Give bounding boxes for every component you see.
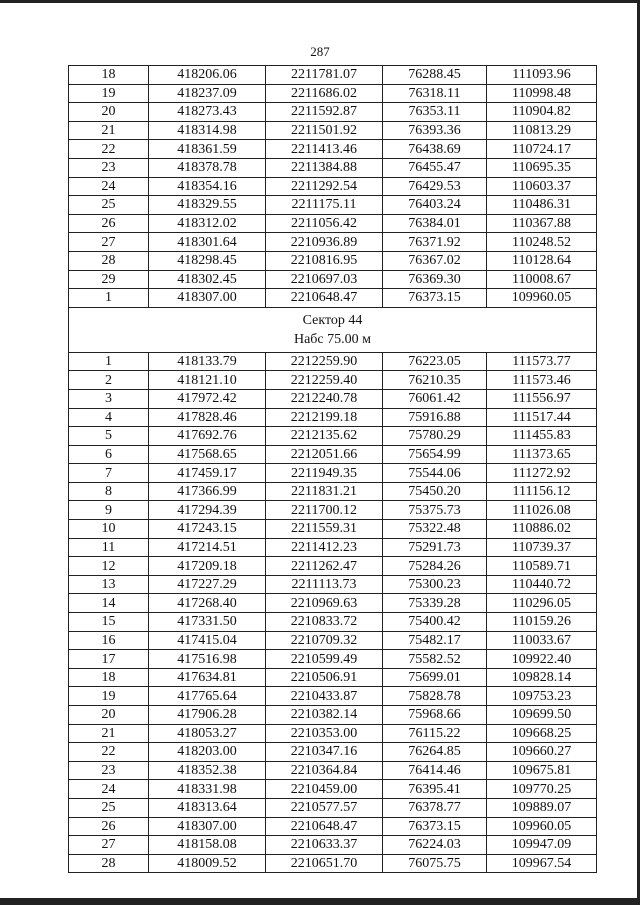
- table-row: [69, 158, 597, 177]
- point-number-cell: 4: [69, 408, 149, 427]
- scan-edge-top: [0, 0, 640, 3]
- value-col5-cell: 109675.81: [487, 761, 597, 780]
- value-col5-cell: 110128.64: [487, 251, 597, 270]
- table-row: [69, 389, 597, 408]
- value-col4-cell: 75482.17: [383, 631, 487, 650]
- table-row: [69, 464, 597, 483]
- value-col5-cell: 111455.83: [487, 427, 597, 446]
- value-col4-cell: 75322.48: [383, 520, 487, 539]
- table-row: [69, 836, 597, 855]
- value-col2-cell: 417568.65: [149, 445, 266, 464]
- value-col3-cell: 2211262.47: [266, 557, 383, 576]
- point-number-cell: 28: [69, 251, 149, 270]
- table-row: [69, 196, 597, 215]
- value-col4-cell: 75916.88: [383, 408, 487, 427]
- point-number-cell: 23: [69, 761, 149, 780]
- value-col3-cell: 2211592.87: [266, 103, 383, 122]
- value-col2-cell: 418361.59: [149, 140, 266, 159]
- value-col4-cell: 76403.24: [383, 196, 487, 215]
- value-col4-cell: 76369.30: [383, 270, 487, 289]
- point-number-cell: 1: [69, 289, 149, 308]
- value-col5-cell: 110296.05: [487, 594, 597, 613]
- point-number-cell: 10: [69, 520, 149, 539]
- value-col4-cell: 75300.23: [383, 575, 487, 594]
- point-number-cell: 13: [69, 575, 149, 594]
- value-col3-cell: 2212135.62: [266, 427, 383, 446]
- value-col5-cell: 110589.71: [487, 557, 597, 576]
- value-col3-cell: 2210648.47: [266, 289, 383, 308]
- value-col3-cell: 2212051.66: [266, 445, 383, 464]
- value-col4-cell: 76115.22: [383, 724, 487, 743]
- value-col3-cell: 2211501.92: [266, 121, 383, 140]
- section-height-label: Набс 75.00 м: [293, 331, 372, 347]
- value-col4-cell: 75582.52: [383, 650, 487, 669]
- table-row: [69, 214, 597, 233]
- value-col4-cell: 75339.28: [383, 594, 487, 613]
- table-row: [69, 780, 597, 799]
- value-col2-cell: 417209.18: [149, 557, 266, 576]
- value-col4-cell: 75544.06: [383, 464, 487, 483]
- table-row: [69, 482, 597, 501]
- value-col4-cell: 75828.78: [383, 687, 487, 706]
- value-col4-cell: 76438.69: [383, 140, 487, 159]
- value-col2-cell: 418203.00: [149, 743, 266, 762]
- value-col5-cell: 111093.96: [487, 66, 597, 85]
- value-col2-cell: 418009.52: [149, 854, 266, 873]
- value-col2-cell: 418313.64: [149, 798, 266, 817]
- value-col4-cell: 76393.36: [383, 121, 487, 140]
- value-col5-cell: 110998.48: [487, 84, 597, 103]
- table-row: [69, 233, 597, 252]
- value-col2-cell: 417972.42: [149, 389, 266, 408]
- value-col3-cell: 2210382.14: [266, 706, 383, 725]
- value-col2-cell: 418312.02: [149, 214, 266, 233]
- point-number-cell: 29: [69, 270, 149, 289]
- value-col4-cell: 76224.03: [383, 836, 487, 855]
- value-col2-cell: 418314.98: [149, 121, 266, 140]
- value-col3-cell: 2210833.72: [266, 613, 383, 632]
- value-col2-cell: 418158.08: [149, 836, 266, 855]
- value-col3-cell: 2210936.89: [266, 233, 383, 252]
- value-col3-cell: 2210651.70: [266, 854, 383, 873]
- value-col4-cell: 75699.01: [383, 668, 487, 687]
- table-row: [69, 557, 597, 576]
- value-col3-cell: 2210648.47: [266, 817, 383, 836]
- value-col2-cell: 418301.64: [149, 233, 266, 252]
- point-number-cell: 14: [69, 594, 149, 613]
- value-col3-cell: 2211292.54: [266, 177, 383, 196]
- table-row: [69, 408, 597, 427]
- value-col2-cell: 417459.17: [149, 464, 266, 483]
- value-col2-cell: 418354.16: [149, 177, 266, 196]
- value-col4-cell: 76223.05: [383, 352, 487, 371]
- table-row: [69, 798, 597, 817]
- value-col4-cell: 76414.46: [383, 761, 487, 780]
- table-row: [69, 743, 597, 762]
- value-col3-cell: 2210633.37: [266, 836, 383, 855]
- value-col2-cell: 418329.55: [149, 196, 266, 215]
- table-row: [69, 761, 597, 780]
- value-col2-cell: 417415.04: [149, 631, 266, 650]
- value-col4-cell: 76378.77: [383, 798, 487, 817]
- point-number-cell: 25: [69, 196, 149, 215]
- point-number-cell: 11: [69, 538, 149, 557]
- point-number-cell: 18: [69, 668, 149, 687]
- value-col3-cell: 2211413.46: [266, 140, 383, 159]
- value-col2-cell: 418307.00: [149, 289, 266, 308]
- value-col3-cell: 2210506.91: [266, 668, 383, 687]
- value-col2-cell: 417634.81: [149, 668, 266, 687]
- table-row: [69, 706, 597, 725]
- value-col2-cell: 417516.98: [149, 650, 266, 669]
- value-col2-cell: 417366.99: [149, 482, 266, 501]
- value-col2-cell: 418378.78: [149, 158, 266, 177]
- value-col5-cell: 109960.05: [487, 289, 597, 308]
- value-col3-cell: 2211831.21: [266, 482, 383, 501]
- point-number-cell: 21: [69, 724, 149, 743]
- table-row: [69, 66, 597, 85]
- table-row: [69, 371, 597, 390]
- point-number-cell: 16: [69, 631, 149, 650]
- value-col5-cell: 111556.97: [487, 389, 597, 408]
- value-col2-cell: 418053.27: [149, 724, 266, 743]
- point-number-cell: 22: [69, 743, 149, 762]
- table-row: [69, 352, 597, 371]
- value-col5-cell: 110248.52: [487, 233, 597, 252]
- point-number-cell: 1: [69, 352, 149, 371]
- value-col3-cell: 2210433.87: [266, 687, 383, 706]
- table-row: [69, 631, 597, 650]
- value-col2-cell: 417227.29: [149, 575, 266, 594]
- value-col4-cell: 75450.20: [383, 482, 487, 501]
- table-row: [69, 140, 597, 159]
- point-number-cell: 27: [69, 233, 149, 252]
- value-col3-cell: 2210577.57: [266, 798, 383, 817]
- value-col5-cell: 109960.05: [487, 817, 597, 836]
- table-row: [69, 724, 597, 743]
- value-col5-cell: 110440.72: [487, 575, 597, 594]
- value-col4-cell: 75780.29: [383, 427, 487, 446]
- value-col5-cell: 110603.37: [487, 177, 597, 196]
- value-col5-cell: 109699.50: [487, 706, 597, 725]
- table-row: [69, 575, 597, 594]
- value-col5-cell: 109947.09: [487, 836, 597, 855]
- value-col5-cell: 109828.14: [487, 668, 597, 687]
- table-row: [69, 854, 597, 873]
- value-col3-cell: 2211412.23: [266, 538, 383, 557]
- point-number-cell: 28: [69, 854, 149, 873]
- value-col2-cell: 417243.15: [149, 520, 266, 539]
- point-number-cell: 6: [69, 445, 149, 464]
- section-header-group: [69, 307, 597, 352]
- point-number-cell: 3: [69, 389, 149, 408]
- value-col5-cell: 110886.02: [487, 520, 597, 539]
- value-col4-cell: 76455.47: [383, 158, 487, 177]
- table-row: [69, 594, 597, 613]
- point-number-cell: 12: [69, 557, 149, 576]
- value-col5-cell: 110008.67: [487, 270, 597, 289]
- point-number-cell: 18: [69, 66, 149, 85]
- value-col4-cell: 76318.11: [383, 84, 487, 103]
- value-col4-cell: 76395.41: [383, 780, 487, 799]
- point-number-cell: 5: [69, 427, 149, 446]
- point-number-cell: 8: [69, 482, 149, 501]
- point-number-cell: 26: [69, 214, 149, 233]
- value-col5-cell: 110159.26: [487, 613, 597, 632]
- table-row: [69, 427, 597, 446]
- point-number-cell: 20: [69, 706, 149, 725]
- value-col4-cell: 76061.42: [383, 389, 487, 408]
- value-col4-cell: 76264.85: [383, 743, 487, 762]
- value-col2-cell: 417294.39: [149, 501, 266, 520]
- table-row: [69, 520, 597, 539]
- point-number-cell: 21: [69, 121, 149, 140]
- section-header-row: [69, 307, 597, 352]
- value-col5-cell: 111517.44: [487, 408, 597, 427]
- value-col3-cell: 2211175.11: [266, 196, 383, 215]
- value-col3-cell: 2212240.78: [266, 389, 383, 408]
- value-col2-cell: 417765.64: [149, 687, 266, 706]
- value-col4-cell: 75400.42: [383, 613, 487, 632]
- value-col4-cell: 76429.53: [383, 177, 487, 196]
- value-col5-cell: 109668.25: [487, 724, 597, 743]
- value-col4-cell: 76075.75: [383, 854, 487, 873]
- value-col4-cell: 75291.73: [383, 538, 487, 557]
- point-number-cell: 2: [69, 371, 149, 390]
- value-col2-cell: 417828.46: [149, 408, 266, 427]
- value-col3-cell: 2210816.95: [266, 251, 383, 270]
- value-col5-cell: 109753.23: [487, 687, 597, 706]
- table-row: [69, 501, 597, 520]
- value-col5-cell: 109660.27: [487, 743, 597, 762]
- value-col3-cell: 2211113.73: [266, 575, 383, 594]
- table-row: [69, 817, 597, 836]
- value-col5-cell: 110813.29: [487, 121, 597, 140]
- value-col2-cell: 418307.00: [149, 817, 266, 836]
- value-col3-cell: 2212259.90: [266, 352, 383, 371]
- point-number-cell: 27: [69, 836, 149, 855]
- table-row: [69, 103, 597, 122]
- value-col5-cell: 109967.54: [487, 854, 597, 873]
- point-number-cell: 24: [69, 177, 149, 196]
- section-header-cell: [69, 307, 597, 352]
- rows-before-section: [69, 66, 597, 308]
- value-col3-cell: 2211384.88: [266, 158, 383, 177]
- value-col5-cell: 111272.92: [487, 464, 597, 483]
- table-row: [69, 613, 597, 632]
- rows-after-section: [69, 352, 597, 873]
- value-col4-cell: 76353.11: [383, 103, 487, 122]
- table-row: [69, 270, 597, 289]
- value-col2-cell: 417268.40: [149, 594, 266, 613]
- value-col3-cell: 2211700.12: [266, 501, 383, 520]
- value-col5-cell: 111573.46: [487, 371, 597, 390]
- value-col5-cell: 110033.67: [487, 631, 597, 650]
- value-col5-cell: 111373.65: [487, 445, 597, 464]
- point-number-cell: 24: [69, 780, 149, 799]
- value-col4-cell: 75968.66: [383, 706, 487, 725]
- point-number-cell: 19: [69, 84, 149, 103]
- value-col2-cell: 418273.43: [149, 103, 266, 122]
- table-row: [69, 538, 597, 557]
- value-col5-cell: 110367.88: [487, 214, 597, 233]
- value-col2-cell: 418237.09: [149, 84, 266, 103]
- value-col3-cell: 2211686.02: [266, 84, 383, 103]
- value-col4-cell: 76384.01: [383, 214, 487, 233]
- table-row: [69, 177, 597, 196]
- value-col4-cell: 76288.45: [383, 66, 487, 85]
- value-col5-cell: 110695.35: [487, 158, 597, 177]
- point-number-cell: 9: [69, 501, 149, 520]
- value-col3-cell: 2211949.35: [266, 464, 383, 483]
- value-col3-cell: 2210599.49: [266, 650, 383, 669]
- value-col3-cell: 2210353.00: [266, 724, 383, 743]
- value-col3-cell: 2210697.03: [266, 270, 383, 289]
- value-col5-cell: 111573.77: [487, 352, 597, 371]
- value-col5-cell: 110904.82: [487, 103, 597, 122]
- page-number: 287: [310, 44, 330, 59]
- value-col3-cell: 2210969.63: [266, 594, 383, 613]
- table-row: [69, 121, 597, 140]
- value-col4-cell: 75654.99: [383, 445, 487, 464]
- value-col3-cell: 2210364.84: [266, 761, 383, 780]
- value-col2-cell: 418331.98: [149, 780, 266, 799]
- value-col2-cell: 418298.45: [149, 251, 266, 270]
- value-col3-cell: 2210459.00: [266, 780, 383, 799]
- value-col4-cell: 76210.35: [383, 371, 487, 390]
- table-row: [69, 650, 597, 669]
- value-col2-cell: 418206.06: [149, 66, 266, 85]
- value-col5-cell: 109889.07: [487, 798, 597, 817]
- value-col3-cell: 2210347.16: [266, 743, 383, 762]
- value-col2-cell: 417692.76: [149, 427, 266, 446]
- table-row: [69, 289, 597, 308]
- value-col2-cell: 417214.51: [149, 538, 266, 557]
- value-col2-cell: 417906.28: [149, 706, 266, 725]
- point-number-cell: 17: [69, 650, 149, 669]
- point-number-cell: 26: [69, 817, 149, 836]
- point-number-cell: 20: [69, 103, 149, 122]
- value-col4-cell: 76371.92: [383, 233, 487, 252]
- table-row: [69, 687, 597, 706]
- value-col2-cell: 418121.10: [149, 371, 266, 390]
- value-col5-cell: 110724.17: [487, 140, 597, 159]
- table-row: [69, 668, 597, 687]
- value-col3-cell: 2211781.07: [266, 66, 383, 85]
- value-col2-cell: 418133.79: [149, 352, 266, 371]
- point-number-cell: 25: [69, 798, 149, 817]
- value-col2-cell: 417331.50: [149, 613, 266, 632]
- section-title: Сектор 44: [302, 312, 363, 328]
- value-col2-cell: 418352.38: [149, 761, 266, 780]
- point-number-cell: 7: [69, 464, 149, 483]
- value-col5-cell: 111026.08: [487, 501, 597, 520]
- table-row: [69, 84, 597, 103]
- value-col5-cell: 111156.12: [487, 482, 597, 501]
- value-col5-cell: 110486.31: [487, 196, 597, 215]
- value-col3-cell: 2210709.32: [266, 631, 383, 650]
- table-row: [69, 445, 597, 464]
- table-row: [69, 251, 597, 270]
- value-col4-cell: 75284.26: [383, 557, 487, 576]
- scan-edge-bottom: [0, 898, 640, 905]
- value-col5-cell: 109770.25: [487, 780, 597, 799]
- value-col4-cell: 76373.15: [383, 817, 487, 836]
- value-col4-cell: 76373.15: [383, 289, 487, 308]
- coordinates-table: [68, 65, 597, 873]
- value-col4-cell: 75375.73: [383, 501, 487, 520]
- point-number-cell: 19: [69, 687, 149, 706]
- point-number-cell: 23: [69, 158, 149, 177]
- point-number-cell: 15: [69, 613, 149, 632]
- value-col2-cell: 418302.45: [149, 270, 266, 289]
- value-col4-cell: 76367.02: [383, 251, 487, 270]
- value-col3-cell: 2211559.31: [266, 520, 383, 539]
- value-col5-cell: 109922.40: [487, 650, 597, 669]
- value-col5-cell: 110739.37: [487, 538, 597, 557]
- point-number-cell: 22: [69, 140, 149, 159]
- value-col3-cell: 2212259.40: [266, 371, 383, 390]
- value-col3-cell: 2212199.18: [266, 408, 383, 427]
- value-col3-cell: 2211056.42: [266, 214, 383, 233]
